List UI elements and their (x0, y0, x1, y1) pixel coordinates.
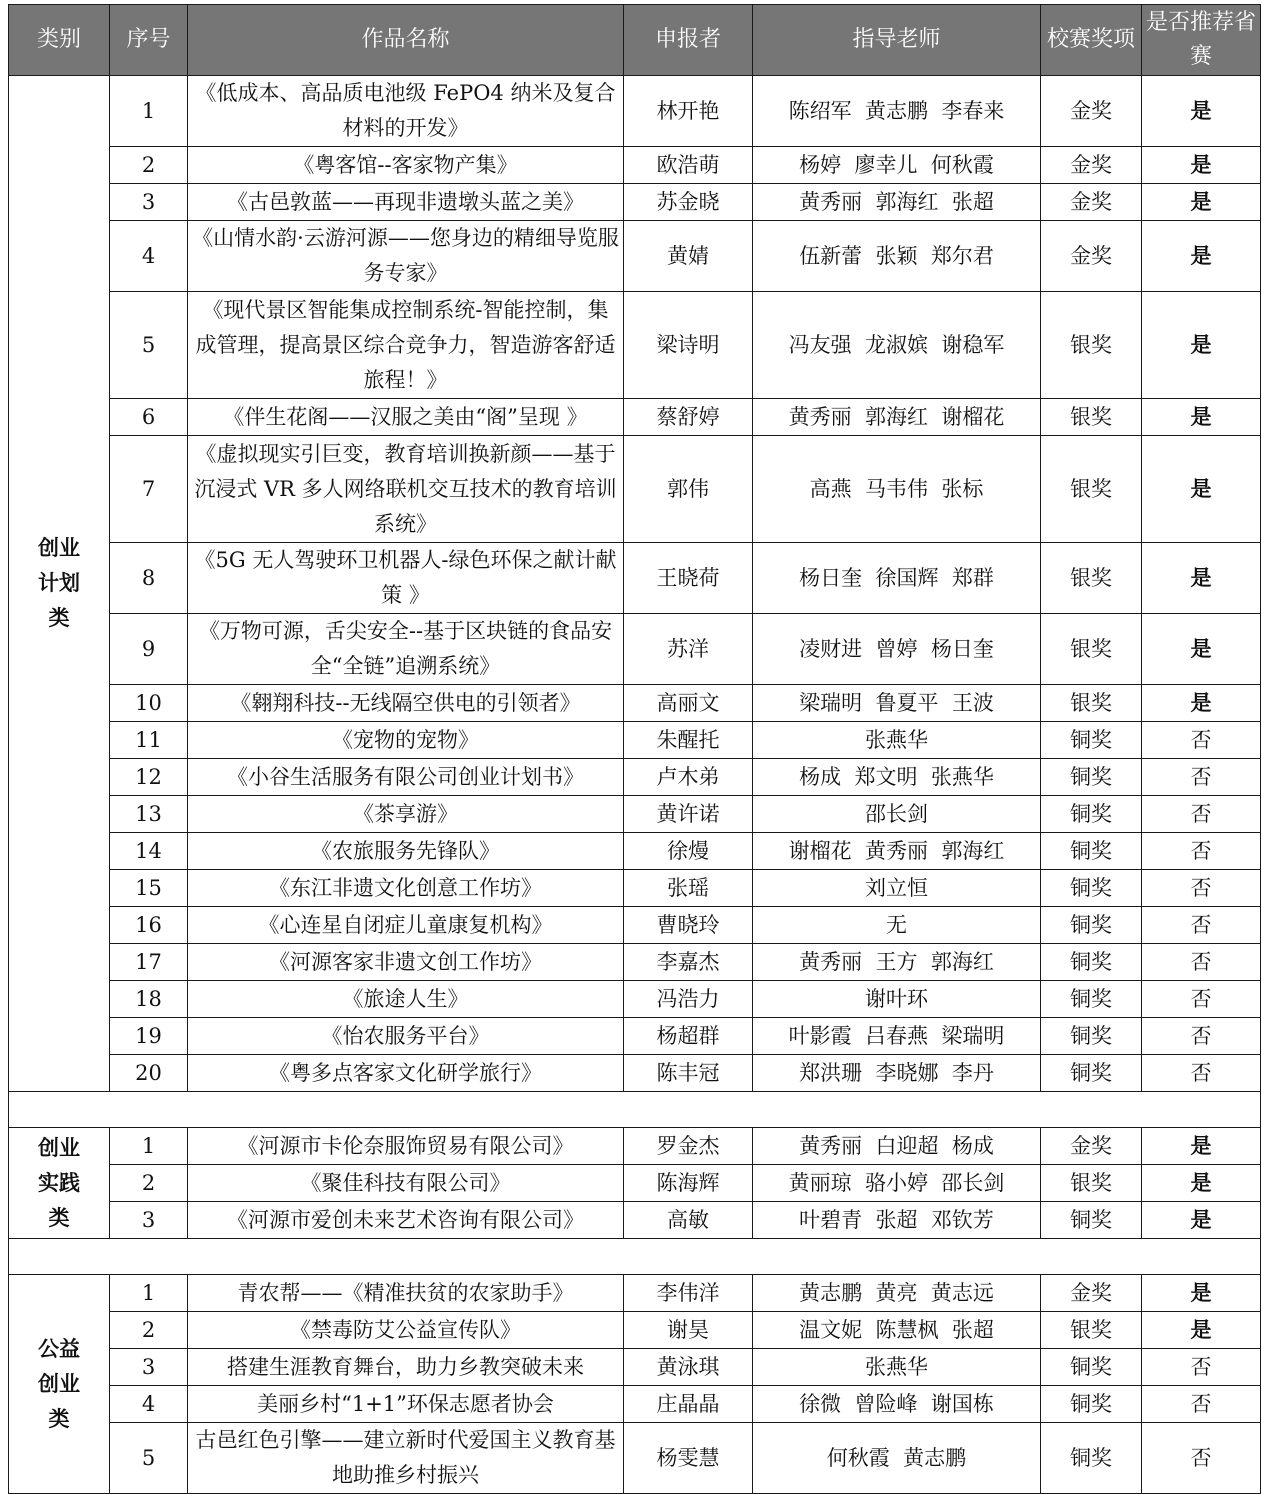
number-cell: 2 (110, 1312, 188, 1349)
applicant-cell: 王晓荷 (624, 543, 753, 614)
advisors-cell: 刘立恒 (753, 870, 1041, 907)
title-cell: 《聚佳科技有限公司》 (188, 1165, 624, 1202)
title-cell: 《小谷生活服务有限公司创业计划书》 (188, 759, 624, 796)
recommend-cell: 是 (1142, 1312, 1261, 1349)
table-row (9, 722, 1261, 759)
number-cell: 4 (110, 221, 188, 292)
table-row (9, 1423, 1261, 1494)
advisors-cell: 杨成 郑文明 张燕华 (753, 759, 1041, 796)
applicant-cell: 郭伟 (624, 436, 753, 543)
recommend-cell: 是 (1142, 685, 1261, 722)
recommend-cell: 否 (1142, 1349, 1261, 1386)
recommend-cell: 否 (1142, 944, 1261, 981)
table-row (9, 1128, 1261, 1165)
number-cell: 14 (110, 833, 188, 870)
recommend-cell: 是 (1142, 399, 1261, 436)
title-cell: 《5G 无人驾驶环卫机器人-绿色环保之献计献策 》 (188, 543, 624, 614)
recommend-cell: 是 (1142, 614, 1261, 685)
applicant-cell: 冯浩力 (624, 981, 753, 1018)
table-row (9, 907, 1261, 944)
title-cell: 《山情水韵·云游河源——您身边的精细导览服务专家》 (188, 221, 624, 292)
number-cell: 3 (110, 1349, 188, 1386)
award-cell: 铜奖 (1041, 1386, 1142, 1423)
title-cell: 《东江非遗文化创意工作坊》 (188, 870, 624, 907)
advisors-cell: 高燕 马韦伟 张标 (753, 436, 1041, 543)
category-label: 创业实践类 (38, 1135, 80, 1230)
advisors-cell: 温文妮 陈慧枫 张超 (753, 1312, 1041, 1349)
recommend-cell: 是 (1142, 184, 1261, 221)
header-recommend: 是否推荐省赛 (1142, 5, 1261, 76)
table-row (9, 614, 1261, 685)
applicant-cell: 曹晓玲 (624, 907, 753, 944)
award-cell: 银奖 (1041, 543, 1142, 614)
advisors-cell: 何秋霞 黄志鹏 (753, 1423, 1041, 1494)
recommend-cell: 是 (1142, 147, 1261, 184)
award-cell: 金奖 (1041, 1128, 1142, 1165)
award-cell: 银奖 (1041, 399, 1142, 436)
applicant-cell: 高敏 (624, 1202, 753, 1239)
award-cell: 铜奖 (1041, 1055, 1142, 1092)
recommend-cell: 是 (1142, 1202, 1261, 1239)
advisors-cell: 黄秀丽 王方 郭海红 (753, 944, 1041, 981)
table-row (9, 1018, 1261, 1055)
number-cell: 11 (110, 722, 188, 759)
award-cell: 金奖 (1041, 1275, 1142, 1312)
recommend-cell: 是 (1142, 76, 1261, 147)
advisors-cell: 黄秀丽 白迎超 杨成 (753, 1128, 1041, 1165)
applicant-cell: 梁诗明 (624, 292, 753, 399)
table-row (9, 1202, 1261, 1239)
title-cell: 《翱翔科技--无线隔空供电的引领者》 (188, 685, 624, 722)
category-cell (9, 1275, 110, 1494)
table-row (9, 292, 1261, 399)
award-cell: 铜奖 (1041, 944, 1142, 981)
section-gap-cell (9, 1239, 1261, 1275)
table-row (9, 685, 1261, 722)
advisors-cell: 谢叶环 (753, 981, 1041, 1018)
title-cell: 青农帮——《精准扶贫的农家助手》 (188, 1275, 624, 1312)
advisors-cell: 叶影霞 吕春燕 梁瑞明 (753, 1018, 1041, 1055)
applicant-cell: 谢昊 (624, 1312, 753, 1349)
recommend-cell: 否 (1142, 907, 1261, 944)
title-cell: 《万物可源，舌尖安全--基于区块链的食品安全“全链”追溯系统》 (188, 614, 624, 685)
recommend-cell: 是 (1142, 543, 1261, 614)
table-row (9, 1386, 1261, 1423)
table-row (9, 981, 1261, 1018)
advisors-cell: 谢榴花 黄秀丽 郭海红 (753, 833, 1041, 870)
table-row (9, 1349, 1261, 1386)
table-row (9, 796, 1261, 833)
section-gap-cell (9, 1092, 1261, 1128)
award-cell: 铜奖 (1041, 1423, 1142, 1494)
title-cell: 美丽乡村“1+1”环保志愿者协会 (188, 1386, 624, 1423)
header-applicant: 申报者 (624, 5, 753, 76)
table-row (9, 944, 1261, 981)
award-cell: 银奖 (1041, 685, 1142, 722)
advisors-cell: 徐微 曾险峰 谢国栋 (753, 1386, 1041, 1423)
award-cell: 铜奖 (1041, 722, 1142, 759)
advisors-cell: 凌财进 曾婷 杨日奎 (753, 614, 1041, 685)
number-cell: 5 (110, 1423, 188, 1494)
applicant-cell: 黄泳琪 (624, 1349, 753, 1386)
recommend-cell: 否 (1142, 1018, 1261, 1055)
number-cell: 18 (110, 981, 188, 1018)
number-cell: 6 (110, 399, 188, 436)
recommend-cell: 是 (1142, 1275, 1261, 1312)
award-cell: 银奖 (1041, 614, 1142, 685)
advisors-cell: 张燕华 (753, 722, 1041, 759)
recommend-cell: 是 (1142, 292, 1261, 399)
title-cell: 《旅途人生》 (188, 981, 624, 1018)
number-cell: 5 (110, 292, 188, 399)
recommend-cell: 否 (1142, 759, 1261, 796)
title-cell: 《粤多点客家文化研学旅行》 (188, 1055, 624, 1092)
header-award: 校赛奖项 (1041, 5, 1142, 76)
table-body (9, 76, 1261, 1494)
applicant-cell: 李嘉杰 (624, 944, 753, 981)
award-cell: 铜奖 (1041, 833, 1142, 870)
awards-table (8, 4, 1261, 1494)
applicant-cell: 杨雯慧 (624, 1423, 753, 1494)
title-cell: 《低成本、高品质电池级 FePO4 纳米及复合材料的开发》 (188, 76, 624, 147)
title-cell: 《河源客家非遗文创工作坊》 (188, 944, 624, 981)
number-cell: 20 (110, 1055, 188, 1092)
number-cell: 15 (110, 870, 188, 907)
advisors-cell: 黄丽琼 骆小婷 邵长剑 (753, 1165, 1041, 1202)
header-advisors: 指导老师 (753, 5, 1041, 76)
title-cell: 《农旅服务先锋队》 (188, 833, 624, 870)
advisors-cell: 张燕华 (753, 1349, 1041, 1386)
title-cell: 《伴生花阁——汉服之美由“阁”呈现 》 (188, 399, 624, 436)
advisors-cell: 无 (753, 907, 1041, 944)
award-cell: 银奖 (1041, 1165, 1142, 1202)
award-cell: 银奖 (1041, 1312, 1142, 1349)
applicant-cell: 欧浩萌 (624, 147, 753, 184)
award-cell: 铜奖 (1041, 1202, 1142, 1239)
award-cell: 金奖 (1041, 221, 1142, 292)
advisors-cell: 黄秀丽 郭海红 谢榴花 (753, 399, 1041, 436)
table-row (9, 147, 1261, 184)
table-row (9, 221, 1261, 292)
header-number: 序号 (110, 5, 188, 76)
award-cell: 金奖 (1041, 147, 1142, 184)
number-cell: 1 (110, 76, 188, 147)
title-cell: 《怡农服务平台》 (188, 1018, 624, 1055)
applicant-cell: 杨超群 (624, 1018, 753, 1055)
award-cell: 银奖 (1041, 436, 1142, 543)
advisors-cell: 陈绍军 黄志鹏 李春来 (753, 76, 1041, 147)
applicant-cell: 苏洋 (624, 614, 753, 685)
applicant-cell: 黄许诺 (624, 796, 753, 833)
table-row (9, 436, 1261, 543)
award-cell: 铜奖 (1041, 1018, 1142, 1055)
number-cell: 10 (110, 685, 188, 722)
award-cell: 铜奖 (1041, 1349, 1142, 1386)
header-category: 类别 (9, 5, 110, 76)
number-cell: 3 (110, 1202, 188, 1239)
award-cell: 金奖 (1041, 184, 1142, 221)
advisors-cell: 叶碧青 张超 邓钦芳 (753, 1202, 1041, 1239)
recommend-cell: 否 (1142, 870, 1261, 907)
applicant-cell: 陈丰冠 (624, 1055, 753, 1092)
applicant-cell: 罗金杰 (624, 1128, 753, 1165)
award-cell: 银奖 (1041, 292, 1142, 399)
number-cell: 1 (110, 1275, 188, 1312)
recommend-cell: 否 (1142, 981, 1261, 1018)
title-cell: 《古邑敦蓝——再现非遗墩头蓝之美》 (188, 184, 624, 221)
number-cell: 4 (110, 1386, 188, 1423)
table-row (9, 184, 1261, 221)
award-cell: 金奖 (1041, 76, 1142, 147)
table-row (9, 870, 1261, 907)
recommend-cell: 否 (1142, 1423, 1261, 1494)
title-cell: 《心连星自闭症儿童康复机构》 (188, 907, 624, 944)
award-cell: 铜奖 (1041, 870, 1142, 907)
advisors-cell: 杨婷 廖幸儿 何秋霞 (753, 147, 1041, 184)
advisors-cell: 邵长剑 (753, 796, 1041, 833)
applicant-cell: 朱醒托 (624, 722, 753, 759)
advisors-cell: 冯友强 龙淑嫔 谢稳军 (753, 292, 1041, 399)
title-cell: 搭建生涯教育舞台，助力乡教突破未来 (188, 1349, 624, 1386)
header-row (9, 5, 1261, 76)
number-cell: 9 (110, 614, 188, 685)
number-cell: 3 (110, 184, 188, 221)
table-row (9, 759, 1261, 796)
award-cell: 铜奖 (1041, 907, 1142, 944)
recommend-cell: 是 (1142, 1165, 1261, 1202)
title-cell: 古邑红色引擎——建立新时代爱国主义教育基地助推乡村振兴 (188, 1423, 624, 1494)
recommend-cell: 否 (1142, 1055, 1261, 1092)
table-row (9, 833, 1261, 870)
title-cell: 《现代景区智能集成控制系统-智能控制，集成管理，提高景区综合竞争力，智造游客舒适旅程！》 (188, 292, 624, 399)
table-row (9, 76, 1261, 147)
recommend-cell: 否 (1142, 1386, 1261, 1423)
recommend-cell: 否 (1142, 833, 1261, 870)
number-cell: 19 (110, 1018, 188, 1055)
applicant-cell: 卢木弟 (624, 759, 753, 796)
advisors-cell: 伍新蕾 张颖 郑尔君 (753, 221, 1041, 292)
applicant-cell: 李伟洋 (624, 1275, 753, 1312)
applicant-cell: 高丽文 (624, 685, 753, 722)
title-cell: 《粤客馆--客家物产集》 (188, 147, 624, 184)
recommend-cell: 是 (1142, 1128, 1261, 1165)
number-cell: 7 (110, 436, 188, 543)
advisors-cell: 黄秀丽 郭海红 张超 (753, 184, 1041, 221)
number-cell: 2 (110, 147, 188, 184)
applicant-cell: 苏金晓 (624, 184, 753, 221)
recommend-cell: 否 (1142, 796, 1261, 833)
award-cell: 铜奖 (1041, 759, 1142, 796)
advisors-cell: 黄志鹏 黄亮 黄志远 (753, 1275, 1041, 1312)
section-gap (9, 1092, 1261, 1128)
applicant-cell: 张瑶 (624, 870, 753, 907)
table-row (9, 1275, 1261, 1312)
title-cell: 《宠物的宠物》 (188, 722, 624, 759)
category-label: 创业计划类 (38, 536, 80, 630)
table-row (9, 399, 1261, 436)
category-cell (9, 76, 110, 1092)
applicant-cell: 庄晶晶 (624, 1386, 753, 1423)
title-cell: 《禁毒防艾公益宣传队》 (188, 1312, 624, 1349)
recommend-cell: 是 (1142, 221, 1261, 292)
advisors-cell: 梁瑞明 鲁夏平 王波 (753, 685, 1041, 722)
title-cell: 《河源市爱创未来艺术咨询有限公司》 (188, 1202, 624, 1239)
table-row (9, 1312, 1261, 1349)
applicant-cell: 徐熳 (624, 833, 753, 870)
title-cell: 《虚拟现实引巨变，教育培训换新颜——基于沉浸式 VR 多人网络联机交互技术的教育培训系统》 (188, 436, 624, 543)
header-title: 作品名称 (188, 5, 624, 76)
applicant-cell: 陈海辉 (624, 1165, 753, 1202)
number-cell: 13 (110, 796, 188, 833)
category-cell (9, 1128, 110, 1239)
applicant-cell: 林开艳 (624, 76, 753, 147)
section-gap (9, 1239, 1261, 1275)
applicant-cell: 蔡舒婷 (624, 399, 753, 436)
table-row (9, 1165, 1261, 1202)
title-cell: 《茶享游》 (188, 796, 624, 833)
advisors-cell: 郑洪珊 李晓娜 李丹 (753, 1055, 1041, 1092)
recommend-cell: 否 (1142, 722, 1261, 759)
award-cell: 铜奖 (1041, 796, 1142, 833)
title-cell: 《河源市卡伦奈服饰贸易有限公司》 (188, 1128, 624, 1165)
award-cell: 铜奖 (1041, 981, 1142, 1018)
table-row (9, 543, 1261, 614)
recommend-cell: 是 (1142, 436, 1261, 543)
advisors-cell: 杨日奎 徐国辉 郑群 (753, 543, 1041, 614)
table-row (9, 1055, 1261, 1092)
applicant-cell: 黄婧 (624, 221, 753, 292)
number-cell: 2 (110, 1165, 188, 1202)
category-label: 公益创业类 (38, 1336, 80, 1431)
number-cell: 17 (110, 944, 188, 981)
number-cell: 12 (110, 759, 188, 796)
number-cell: 16 (110, 907, 188, 944)
number-cell: 8 (110, 543, 188, 614)
number-cell: 1 (110, 1128, 188, 1165)
